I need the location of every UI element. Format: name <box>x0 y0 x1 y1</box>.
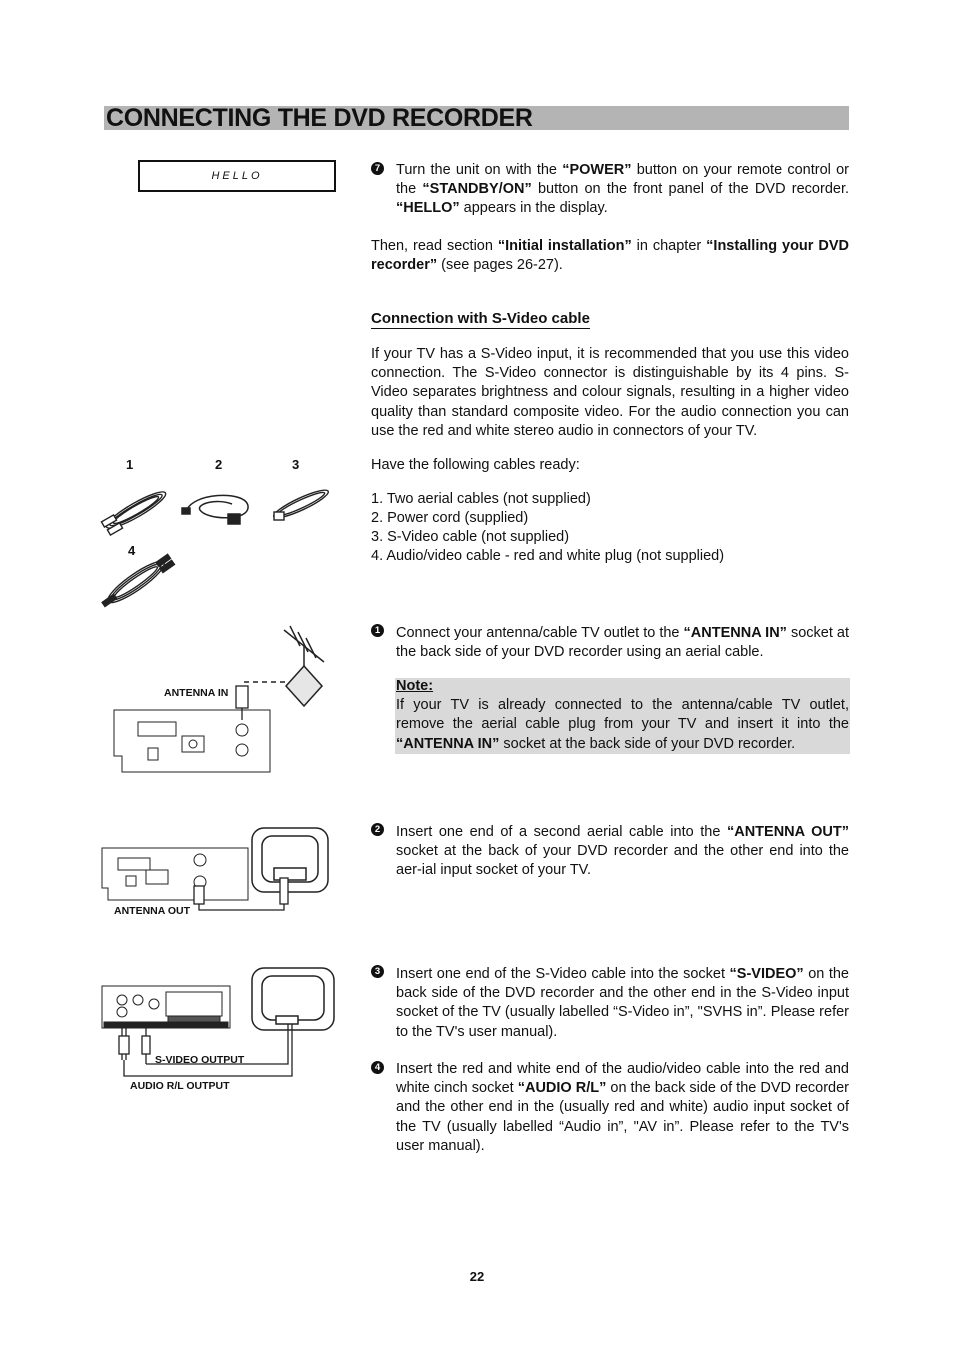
list-item: 1. Two aerial cables (not supplied) <box>371 491 591 507</box>
step-2-text: Insert one end of a second aerial cable into the “ANTENNA OUT” socket at the back of your DVD recorder and the other end into the aer-ial input socket of your TV. <box>396 824 849 879</box>
cable-number-3: 3 <box>292 457 300 472</box>
cables-ready-text: Have the following cables ready: <box>371 457 580 473</box>
svideo-cable-icon <box>271 486 330 522</box>
antenna-in-diagram <box>112 622 332 777</box>
note-text: Note: If your TV is already connected to the antenna/cable TV outlet, remove the aerial cable plug from your TV and insert it into the “ANTENNA IN” socket at the back side of your DVD recorder. <box>396 678 849 752</box>
cable-number-2: 2 <box>215 457 223 472</box>
av-cable-icon <box>102 554 174 608</box>
antenna-out-label: ANTENNA OUT <box>114 905 191 917</box>
step-3-text: Insert one end of the S-Video cable into the socket “S-VIDEO” on the back side of the DVD recorder and the other end in the S-Video input socket of the TV (usually labelled “S-Video in”, "SVHS in”. Please refer to the TV's user manual). <box>396 966 849 1040</box>
list-item: 4. Audio/video cable - red and white plug (not supplied) <box>371 548 725 564</box>
display-panel <box>138 160 336 192</box>
step-number-7: 7 <box>371 162 384 175</box>
svideo-intro: If your TV has a S-Video input, it is recommended that you use this video connection. The S-Video connector is distinguishable by its 4 pins. S-Video separates brightness and colour signals, resulting in a higher video quality than standard composite video. For the audio connection you can use the red and white stereo audio in connectors of your TV. <box>371 346 849 439</box>
tv-icon <box>252 828 328 892</box>
list-item: 2. Power cord (supplied) <box>371 510 529 526</box>
read-section-text: Then, read section “Initial installation” in chapter “Installing your DVD recorder” (see pages 26-27). <box>371 238 849 274</box>
step-number-1: 1 <box>371 624 384 637</box>
aerial-cable-coil-icon <box>101 487 169 535</box>
antenna-icon <box>284 626 324 706</box>
cable-number-1: 1 <box>126 457 134 472</box>
step-1-text: Connect your antenna/cable TV outlet to the “ANTENNA IN” socket at the back side of your DVD recorder using an aerial cable. <box>396 625 849 661</box>
display-text: HELLO <box>211 170 263 182</box>
svideo-output-label: S-VIDEO OUTPUT <box>155 1054 245 1066</box>
step-number-3: 3 <box>371 965 384 978</box>
antenna-out-diagram <box>100 822 335 914</box>
step-7-text: Turn the unit on with the “POWER” button on your remote control or the “STANDBY/ON” button on the front panel of the DVD recorder. “HELLO” appears in the display. <box>396 162 850 217</box>
step-number-4: 4 <box>371 1061 384 1074</box>
cable-list <box>371 490 849 566</box>
list-item: 3. S-Video cable (not supplied) <box>371 529 570 545</box>
step-4-text: Insert the red and white end of the audio/video cable into the red and white cinch socket “AUDIO R/L” on the back side of the DVD recorder and the other end in the (usually red and white) audio input socket of the TV (usually labelled “Audio in”, "AV in”. Please refer to the TV's user manual). <box>396 1061 849 1154</box>
note-label: Note: <box>396 678 434 694</box>
antenna-in-label: ANTENNA IN <box>164 687 229 699</box>
tv-icon <box>252 968 334 1030</box>
page-number: 22 <box>469 1269 485 1284</box>
audio-output-label: AUDIO R/L OUTPUT <box>130 1080 230 1092</box>
power-cord-icon <box>182 495 248 524</box>
cables-illustration <box>96 478 346 618</box>
section-heading: Connection with S-Video cable <box>371 310 590 327</box>
step-number-2: 2 <box>371 823 384 836</box>
page-title: CONNECTING THE DVD RECORDER <box>106 104 533 132</box>
cable-number-4: 4 <box>128 543 136 558</box>
